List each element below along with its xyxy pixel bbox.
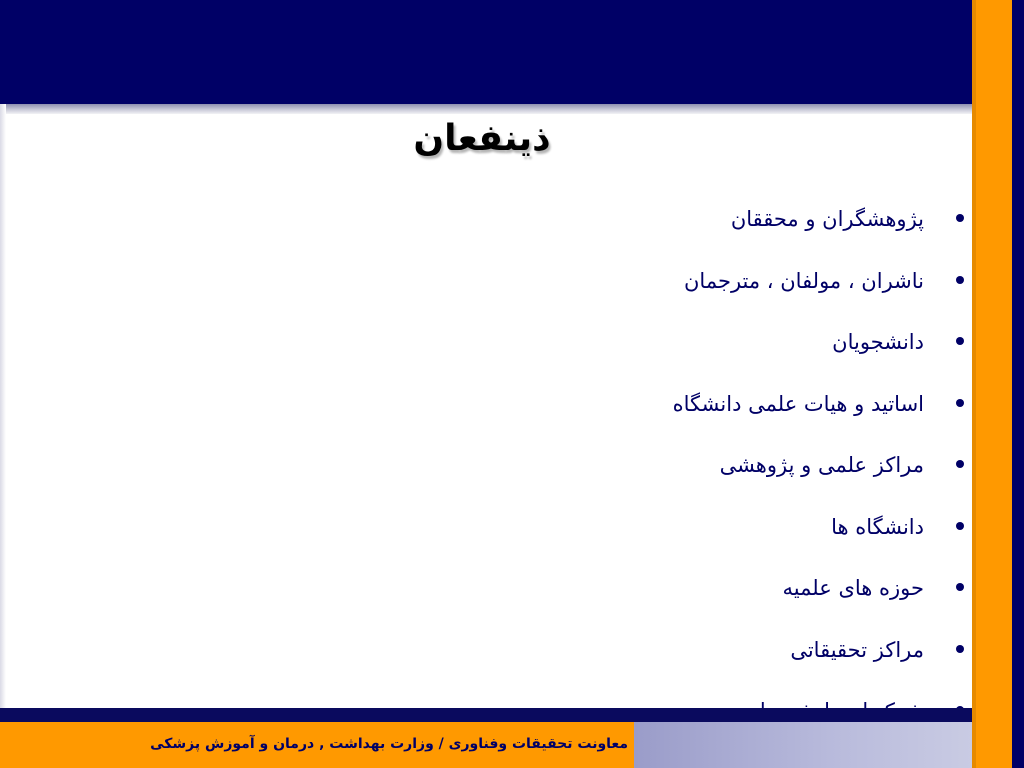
list-item	[266, 319, 966, 381]
bullet-dot-icon	[956, 645, 964, 653]
footer-navy-bar	[0, 708, 972, 722]
slide-title: ذینفعان	[413, 118, 551, 159]
bullet-text: مراکز تحقیقاتی	[790, 637, 924, 662]
list-item	[266, 565, 966, 627]
bullet-list	[266, 196, 966, 750]
list-item	[266, 442, 966, 504]
list-item	[266, 627, 966, 689]
list-item	[266, 381, 966, 443]
bullet-dot-icon	[956, 276, 964, 284]
bullet-dot-icon	[956, 583, 964, 591]
bullet-text: دانشجویان	[832, 330, 924, 354]
list-item	[266, 258, 966, 320]
bullet-text: ناشران ، مولفان ، مترجمان	[684, 268, 924, 293]
bullet-dot-icon	[956, 214, 964, 222]
footer-grey-bar	[634, 722, 972, 768]
bullet-text: اساتید و هیات علمی دانشگاه	[672, 391, 924, 416]
bullet-text: دانشگاه ها	[831, 514, 924, 539]
list-item	[266, 196, 966, 258]
bullet-text: مراکز علمی و پژوهشی	[719, 453, 924, 477]
bullet-dot-icon	[956, 522, 964, 530]
right-orange-strip	[972, 0, 1012, 768]
left-edge-shade	[0, 104, 6, 708]
footer-text: معاونت تحقیقات وفناوری / وزارت بهداشت , درمان و آموزش پزشکی	[150, 736, 628, 752]
bullet-dot-icon	[956, 337, 964, 345]
right-navy-strip	[1012, 0, 1024, 768]
bullet-dot-icon	[956, 460, 964, 468]
bullet-text: پژوهشگران و محققان	[730, 207, 924, 231]
right-orange-shade	[972, 0, 976, 768]
bullet-text: حوزه های علمیه	[782, 576, 924, 600]
header-band	[0, 0, 1024, 104]
bullet-dot-icon	[956, 399, 964, 407]
list-item	[266, 504, 966, 566]
header-shadow	[0, 104, 972, 114]
